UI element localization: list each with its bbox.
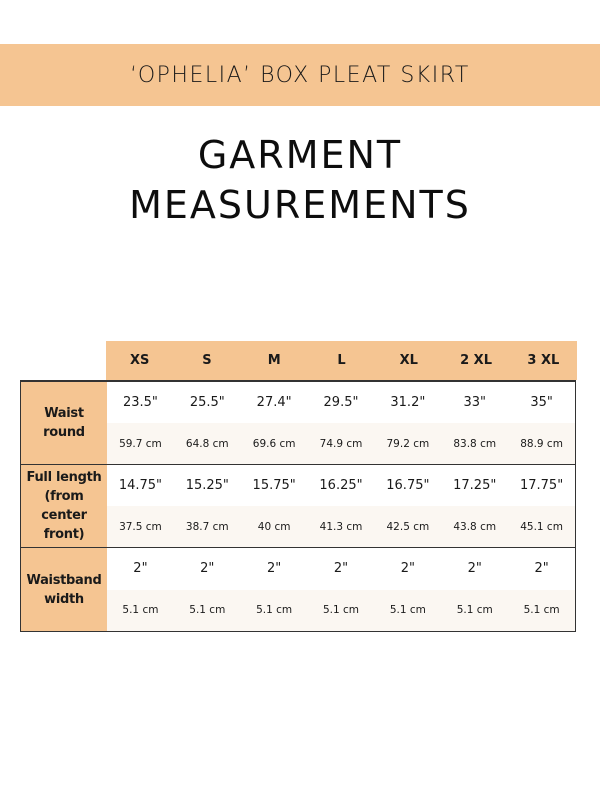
inch-value: 17.25": [453, 478, 497, 493]
inch-value: 2": [200, 561, 215, 577]
cm-value: 5.1 cm: [256, 604, 293, 617]
size-header-cell: 3 XL: [527, 353, 560, 368]
cm-value: 40 cm: [257, 520, 291, 533]
heading-line-1: GARMENT: [197, 133, 403, 177]
inch-value: 2": [133, 561, 148, 577]
size-header-row: [106, 341, 577, 380]
cm-value: 45.1 cm: [520, 520, 563, 533]
inch-value: 31.2": [390, 395, 426, 410]
cm-value: 5.1 cm: [523, 604, 560, 617]
inch-value: 25.5": [189, 395, 225, 410]
cm-row: [107, 590, 575, 632]
row-label: [21, 548, 107, 631]
size-header-cell: L: [337, 353, 346, 368]
size-header-cell: 2 XL: [460, 353, 492, 368]
inch-value: 23.5": [122, 395, 158, 410]
size-header-cell: S: [202, 353, 212, 368]
size-header-cell: M: [267, 353, 281, 368]
measurement-group-waist-round: [21, 382, 575, 465]
inch-value: 15.25": [185, 478, 229, 493]
title-banner: [0, 44, 600, 106]
cm-value: 42.5 cm: [386, 520, 430, 533]
row-label-line: Waistband: [26, 572, 102, 588]
inch-value: 2": [467, 561, 482, 577]
row-values: [107, 382, 575, 464]
product-title: ‘OPHELIA’ BOX PLEAT SKIRT: [130, 62, 470, 88]
row-label: [21, 465, 107, 547]
inch-value: 16.75": [386, 478, 430, 493]
row-values: [107, 465, 575, 547]
inch-row: [107, 548, 575, 590]
inch-value: 33": [463, 395, 486, 410]
cm-value: 59.7 cm: [119, 437, 162, 450]
inch-row: [107, 465, 575, 506]
size-header-cell: XS: [129, 353, 150, 368]
page-heading: [0, 130, 600, 230]
cm-value: 74.9 cm: [319, 437, 363, 450]
measurement-table: [20, 380, 576, 632]
cm-value: 41.3 cm: [319, 520, 363, 533]
cm-value: 5.1 cm: [389, 604, 426, 617]
row-label-line: (from center: [41, 489, 87, 523]
cm-value: 5.1 cm: [322, 604, 360, 617]
inch-row: [107, 382, 575, 423]
inch-value: 27.4": [256, 395, 292, 410]
cm-value: 5.1 cm: [456, 604, 493, 617]
cm-value: 64.8 cm: [185, 437, 229, 450]
inch-value: 17.75": [519, 478, 564, 493]
row-label-line: width: [44, 591, 84, 607]
inch-value: 16.25": [319, 478, 363, 493]
cm-value: 69.6 cm: [252, 437, 296, 450]
cm-value: 88.9 cm: [520, 437, 563, 450]
measurement-group-waistband-width: [21, 548, 575, 631]
inch-value: 2": [333, 561, 349, 577]
measurement-group-full-length: [21, 465, 575, 548]
inch-value: 15.75": [252, 478, 296, 493]
inch-value: 14.75": [118, 478, 163, 493]
cm-value: 83.8 cm: [453, 437, 497, 450]
cm-value: 37.5 cm: [119, 520, 162, 533]
row-label-line: front): [43, 527, 85, 542]
inch-value: 2": [534, 561, 549, 577]
cm-row: [107, 423, 575, 464]
inch-value: 2": [400, 561, 415, 577]
row-label-line: Full length: [26, 470, 102, 485]
row-label: [21, 382, 107, 464]
cm-value: 5.1 cm: [189, 604, 226, 617]
cm-value: 79.2 cm: [386, 437, 430, 450]
cm-value: 43.8 cm: [453, 520, 497, 533]
heading-line-2: MEASUREMENTS: [129, 183, 471, 227]
inch-value: 29.5": [323, 395, 359, 410]
cm-row: [107, 506, 575, 547]
size-header-cell: XL: [399, 353, 418, 368]
row-label-line: Waist round: [43, 406, 85, 440]
inch-value: 2": [267, 561, 282, 577]
cm-value: 38.7 cm: [185, 520, 229, 533]
row-values: [107, 548, 575, 631]
cm-value: 5.1 cm: [122, 604, 159, 617]
inch-value: 35": [530, 395, 553, 410]
